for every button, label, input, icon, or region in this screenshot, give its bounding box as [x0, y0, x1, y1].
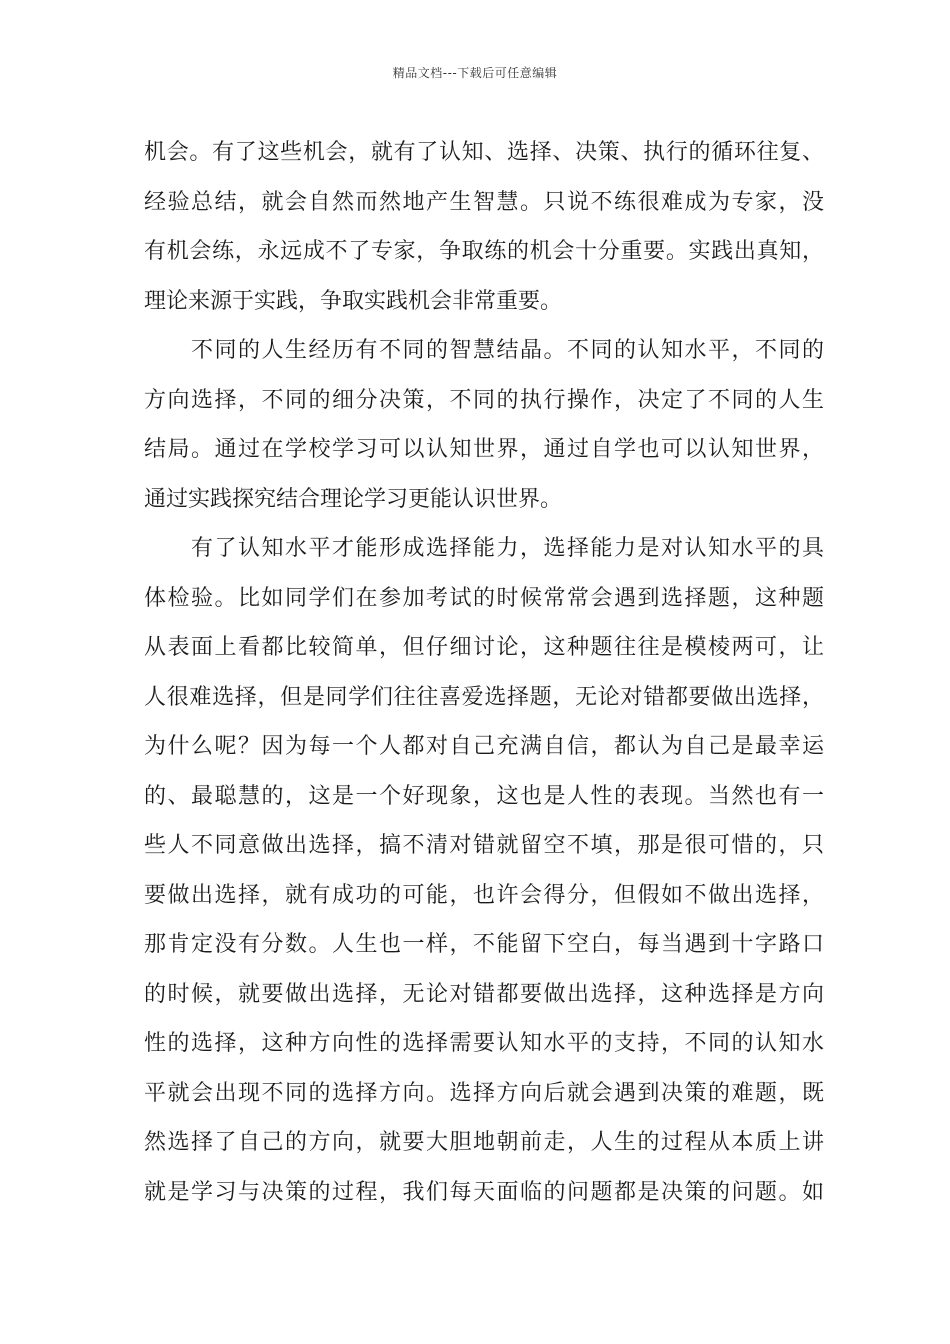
text-line: 性的选择，这种方向性的选择需要认知水平的支持，不同的认知水 [144, 1031, 824, 1056]
text-line: 要做出选择，就有成功的可能，也许会得分，但假如不做出选择， [144, 882, 824, 908]
text-line: 就是学习与决策的过程，我们每天面临的问题都是决策的问题。如 [144, 1179, 824, 1205]
text-line: 体检验。比如同学们在参加考试的时候常常会遇到选择题，这种题 [144, 585, 824, 611]
text-line: 人很难选择，但是同学们往往喜爱选择题，无论对错都要做出选择， [144, 684, 824, 710]
paragraph-1 [144, 128, 824, 326]
text-line: 理论来源于实践，争取实践机会非常重要。 [144, 288, 563, 314]
text-line: 通过实践探究结合理论学习更能认识世界。 [144, 486, 563, 512]
text-line: 的时候，就要做出选择，无论对错都要做出选择，这种选择是方向 [144, 981, 824, 1007]
text-line: 的、最聪慧的，这是一个好现象，这也是人性的表现。当然也有一 [144, 783, 824, 809]
paragraph-3 [144, 524, 824, 1217]
text-line: 有了认知水平才能形成选择能力，选择能力是对认知水平的具 [144, 536, 824, 561]
text-line: 结局。通过在学校学习可以认知世界，通过自学也可以认知世界， [144, 437, 824, 462]
text-line: 有机会练，永远成不了专家，争取练的机会十分重要。实践出真知， [144, 239, 824, 264]
text-line: 不同的人生经历有不同的智慧结晶。不同的认知水平，不同的 [144, 338, 824, 363]
text-line: 然选择了自己的方向，就要大胆地朝前走，人生的过程从本质上讲 [144, 1130, 824, 1155]
text-line: 从表面上看都比较简单，但仔细讨论，这种题往往是模棱两可，让 [144, 635, 824, 660]
text-line: 平就会出现不同的选择方向。选择方向后就会遇到决策的难题，既 [144, 1080, 824, 1106]
paragraph-2 [144, 326, 824, 524]
document-body [144, 128, 824, 1217]
text-line: 为什么呢？因为每一个人都对自己充满自信，都认为自己是最幸运 [144, 734, 824, 759]
text-line: 经验总结，就会自然而然地产生智慧。只说不练很难成为专家，没 [144, 189, 824, 215]
page-header: 精品文档---下载后可任意编辑 [392, 66, 558, 80]
text-line: 那肯定没有分数。人生也一样，不能留下空白，每当遇到十字路口 [144, 932, 824, 957]
text-line: 方向选择，不同的细分决策，不同的执行操作，决定了不同的人生 [144, 387, 824, 413]
text-line: 机会。有了这些机会，就有了认知、选择、决策、执行的循环往复、 [144, 140, 824, 165]
text-line: 些人不同意做出选择，搞不清对错就留空不填，那是很可惜的，只 [144, 833, 824, 858]
